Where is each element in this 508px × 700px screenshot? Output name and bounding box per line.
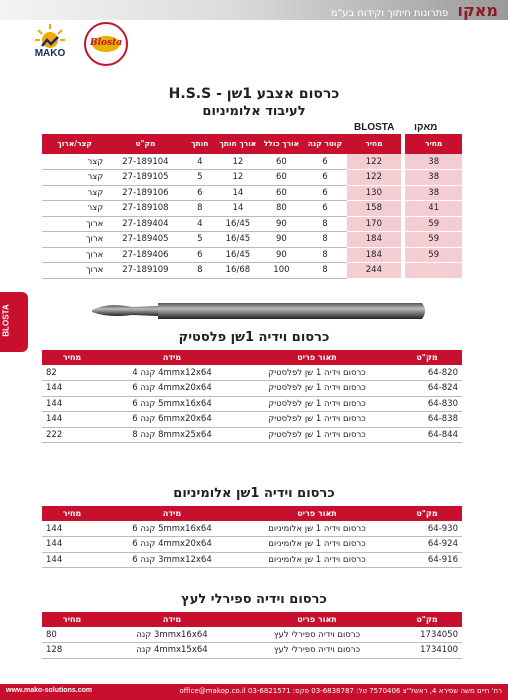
col-size: מידה	[102, 506, 242, 521]
blosta-price-cell: 244	[347, 263, 401, 279]
size-cell: 6mmx20x64 קנה 6	[102, 412, 242, 428]
gap-cell	[401, 247, 405, 263]
description-cell: כרסום וידיה 1 שן לפלסטיק	[242, 427, 392, 443]
size-cell: 4mmx15x64 קנה	[102, 643, 242, 659]
col-sku: מק"ט	[392, 612, 462, 627]
table-row	[42, 537, 462, 553]
gap-cell	[401, 185, 405, 201]
table-row	[42, 216, 462, 232]
table-row	[42, 201, 462, 217]
sku-cell: 27-189406	[107, 247, 183, 263]
price-cell: 144	[42, 521, 102, 537]
description-cell: כרסום וידיה ספירלי לעץ	[242, 643, 392, 659]
table-row	[42, 427, 462, 443]
section2-title: כרסום וידיה 1שן פלסטיק	[178, 330, 330, 345]
shank-cell: 8	[303, 263, 347, 279]
gap-cell	[401, 263, 405, 279]
hss-table	[42, 134, 462, 279]
description-cell: כרסום וידיה ספירלי לעץ	[242, 627, 392, 643]
table-row	[42, 627, 462, 643]
sku-cell: 27-189108	[107, 201, 183, 217]
type-cell: ארוך	[42, 232, 107, 248]
type-cell: קצר	[42, 154, 107, 170]
cut-length-cell: 16/68	[216, 263, 260, 279]
sku-cell: 64-924	[392, 537, 462, 553]
table-row	[42, 412, 462, 428]
brand	[331, 1, 498, 20]
blosta-price-cell: 130	[347, 185, 401, 201]
cut-length-cell: 16/45	[216, 232, 260, 248]
table-row	[42, 263, 462, 279]
price-cell: 144	[42, 396, 102, 412]
gap-cell	[401, 170, 405, 186]
table-header-row	[42, 506, 462, 521]
col-size: מידה	[102, 612, 242, 627]
col-total-length: אורך כולל	[260, 134, 304, 154]
col-sku: מק"ט	[107, 134, 183, 154]
sku-cell: 64-820	[392, 365, 462, 381]
col-size: מידה	[102, 350, 242, 365]
diameter-cell: 4	[184, 216, 217, 232]
gap-cell	[401, 216, 405, 232]
price-cell: 128	[42, 643, 102, 659]
table-row	[42, 185, 462, 201]
table-row	[42, 247, 462, 263]
plastic-table	[42, 350, 462, 443]
sku-cell: 27-189104	[107, 154, 183, 170]
shank-cell: 8	[303, 247, 347, 263]
size-cell: 4mmx20x64 קנה 6	[102, 537, 242, 553]
blosta-price-cell: 184	[347, 232, 401, 248]
col-description: תאור פריט	[242, 350, 392, 365]
diameter-cell: 8	[184, 263, 217, 279]
section1-title: כרסום אצבע 1שן - H.S.S	[168, 86, 340, 102]
col-price: מחיר	[42, 506, 102, 521]
cut-length-cell: 16/45	[216, 247, 260, 263]
description-cell: כרסום וידיה 1 שן לפלסטיק	[242, 381, 392, 397]
end-mill-illustration-icon	[88, 298, 428, 324]
blosta-logo-text: Blosta	[90, 38, 123, 48]
type-cell: ארוך	[42, 247, 107, 263]
table-row	[42, 365, 462, 381]
mako-price-cell: 38	[405, 185, 462, 201]
shank-cell: 6	[303, 170, 347, 186]
col-description: תאור פריט	[242, 612, 392, 627]
col-description: תאור פריט	[242, 506, 392, 521]
shank-cell: 6	[303, 185, 347, 201]
size-cell: 3mmx16x64 קנה	[102, 627, 242, 643]
section3-title: כרסום וידיה 1שן אלומיניום	[173, 486, 335, 501]
col-mako-price: מחיר	[405, 134, 462, 154]
total-length-cell: 60	[260, 170, 304, 186]
table-row	[42, 521, 462, 537]
type-cell: קצר	[42, 170, 107, 186]
sku-cell: 27-189109	[107, 263, 183, 279]
section1-subtitle: לעיבוד אלומיניום	[202, 104, 306, 119]
shank-cell: 8	[303, 232, 347, 248]
blosta-price-cell: 158	[347, 201, 401, 217]
total-length-cell: 80	[260, 201, 304, 217]
total-length-cell: 90	[260, 216, 304, 232]
cut-length-cell: 12	[216, 154, 260, 170]
shank-cell: 6	[303, 154, 347, 170]
sku-cell: 64-838	[392, 412, 462, 428]
header-bar	[0, 0, 508, 20]
col-diameter: חותך	[184, 134, 217, 154]
price-cell: 80	[42, 627, 102, 643]
brand-name: מאקו	[457, 1, 498, 20]
group-mako: מאקו	[414, 122, 438, 133]
wood-table	[42, 612, 462, 659]
sku-cell: 27-189405	[107, 232, 183, 248]
description-cell: כרסום וידיה 1 שן לפלסטיק	[242, 412, 392, 428]
shank-cell: 8	[303, 216, 347, 232]
size-cell: 4mmx20x64 קנה 6	[102, 381, 242, 397]
table-row	[42, 396, 462, 412]
total-length-cell: 100	[260, 263, 304, 279]
sku-cell: 64-844	[392, 427, 462, 443]
description-cell: כרסום וידיה 1 שן אלומיניום	[242, 537, 392, 553]
diameter-cell: 6	[184, 247, 217, 263]
side-tab-label: BLOSTA	[1, 304, 11, 337]
blosta-price-cell: 184	[347, 247, 401, 263]
table-row	[42, 170, 462, 186]
footer-address: רח' חיים משה שפירא 4, ראשל"צ 7570406 טל: 03-6838787 פקס: 03-6821571 office@makop.co.il	[179, 687, 502, 695]
size-cell: 3mmx12x64 קנה 6	[102, 552, 242, 568]
price-cell: 144	[42, 552, 102, 568]
mako-price-cell: 38	[405, 170, 462, 186]
description-cell: כרסום וידיה 1 שן אלומיניום	[242, 552, 392, 568]
description-cell: כרסום וידיה 1 שן אלומיניום	[242, 521, 392, 537]
mako-price-cell: 59	[405, 232, 462, 248]
cut-length-cell: 14	[216, 185, 260, 201]
col-cut-length: אורך חותך	[216, 134, 260, 154]
diameter-cell: 4	[184, 154, 217, 170]
mako-price-cell	[405, 263, 462, 279]
size-cell: 8mmx25x64 קנה 8	[102, 427, 242, 443]
description-cell: כרסום וידיה 1 שן לפלסטיק	[242, 396, 392, 412]
total-length-cell: 90	[260, 232, 304, 248]
col-price: מחיר	[42, 350, 102, 365]
price-cell: 144	[42, 537, 102, 553]
type-cell: ארוך	[42, 216, 107, 232]
diameter-cell: 6	[184, 185, 217, 201]
type-cell: קצר	[42, 185, 107, 201]
total-length-cell: 60	[260, 154, 304, 170]
shank-cell: 6	[303, 201, 347, 217]
blosta-price-cell: 122	[347, 154, 401, 170]
gap-cell	[401, 232, 405, 248]
col-gap	[401, 134, 405, 154]
mako-logo	[26, 22, 74, 66]
col-blosta-price: מחיר	[347, 134, 401, 154]
mako-logo-text: MAKO	[34, 48, 66, 59]
diameter-cell: 5	[184, 170, 217, 186]
table-row	[42, 381, 462, 397]
table-row	[42, 232, 462, 248]
col-sku: מק"ט	[392, 350, 462, 365]
size-cell: 5mmx16x64 קנה 6	[102, 396, 242, 412]
gap-cell	[401, 154, 405, 170]
group-blosta: BLOSTA	[354, 122, 395, 133]
total-length-cell: 60	[260, 185, 304, 201]
price-cell: 144	[42, 381, 102, 397]
col-shank: קוטר קנה	[303, 134, 347, 154]
mako-price-cell: 59	[405, 216, 462, 232]
sku-cell: 64-830	[392, 396, 462, 412]
mako-price-cell: 38	[405, 154, 462, 170]
col-type: קצר/ארוך	[42, 134, 107, 154]
mako-price-cell: 41	[405, 201, 462, 217]
sku-cell: 27-189105	[107, 170, 183, 186]
sku-cell: 1734100	[392, 643, 462, 659]
type-cell: ארוך	[42, 263, 107, 279]
table-header-row	[42, 350, 462, 365]
mako-price-cell: 59	[405, 247, 462, 263]
cut-length-cell: 14	[216, 201, 260, 217]
footer-website[interactable]: www.mako-solutions.com	[6, 687, 93, 694]
cut-length-cell: 12	[216, 170, 260, 186]
diameter-cell: 5	[184, 232, 217, 248]
type-cell: קצר	[42, 201, 107, 217]
footer-bar	[0, 684, 508, 700]
brand-tagline: פתרונות חיתוך וקידוח בע"מ	[330, 8, 449, 19]
table-row	[42, 552, 462, 568]
size-cell: 4mmx12x64 קנה 4	[102, 365, 242, 381]
sku-cell: 64-930	[392, 521, 462, 537]
blosta-price-cell: 122	[347, 170, 401, 186]
price-cell: 222	[42, 427, 102, 443]
blosta-logo	[84, 22, 128, 66]
sku-cell: 64-824	[392, 381, 462, 397]
description-cell: כרסום וידיה 1 שן לפלסטיק	[242, 365, 392, 381]
price-cell: 144	[42, 412, 102, 428]
sku-cell: 1734050	[392, 627, 462, 643]
sku-cell: 64-916	[392, 552, 462, 568]
aluminium-table	[42, 506, 462, 568]
blosta-price-cell: 170	[347, 216, 401, 232]
total-length-cell: 90	[260, 247, 304, 263]
sku-cell: 27-189106	[107, 185, 183, 201]
col-price: מחיר	[42, 612, 102, 627]
size-cell: 5mmx16x64 קנה 6	[102, 521, 242, 537]
table-row	[42, 643, 462, 659]
gap-cell	[401, 201, 405, 217]
sku-cell: 27-189404	[107, 216, 183, 232]
section4-title: כרסום וידיה ספירלי לעץ	[181, 592, 327, 607]
cut-length-cell: 16/45	[216, 216, 260, 232]
table-header-row	[42, 134, 462, 154]
table-header-row	[42, 612, 462, 627]
table-row	[42, 154, 462, 170]
price-cell: 82	[42, 365, 102, 381]
diameter-cell: 8	[184, 201, 217, 217]
col-sku: מק"ט	[392, 506, 462, 521]
